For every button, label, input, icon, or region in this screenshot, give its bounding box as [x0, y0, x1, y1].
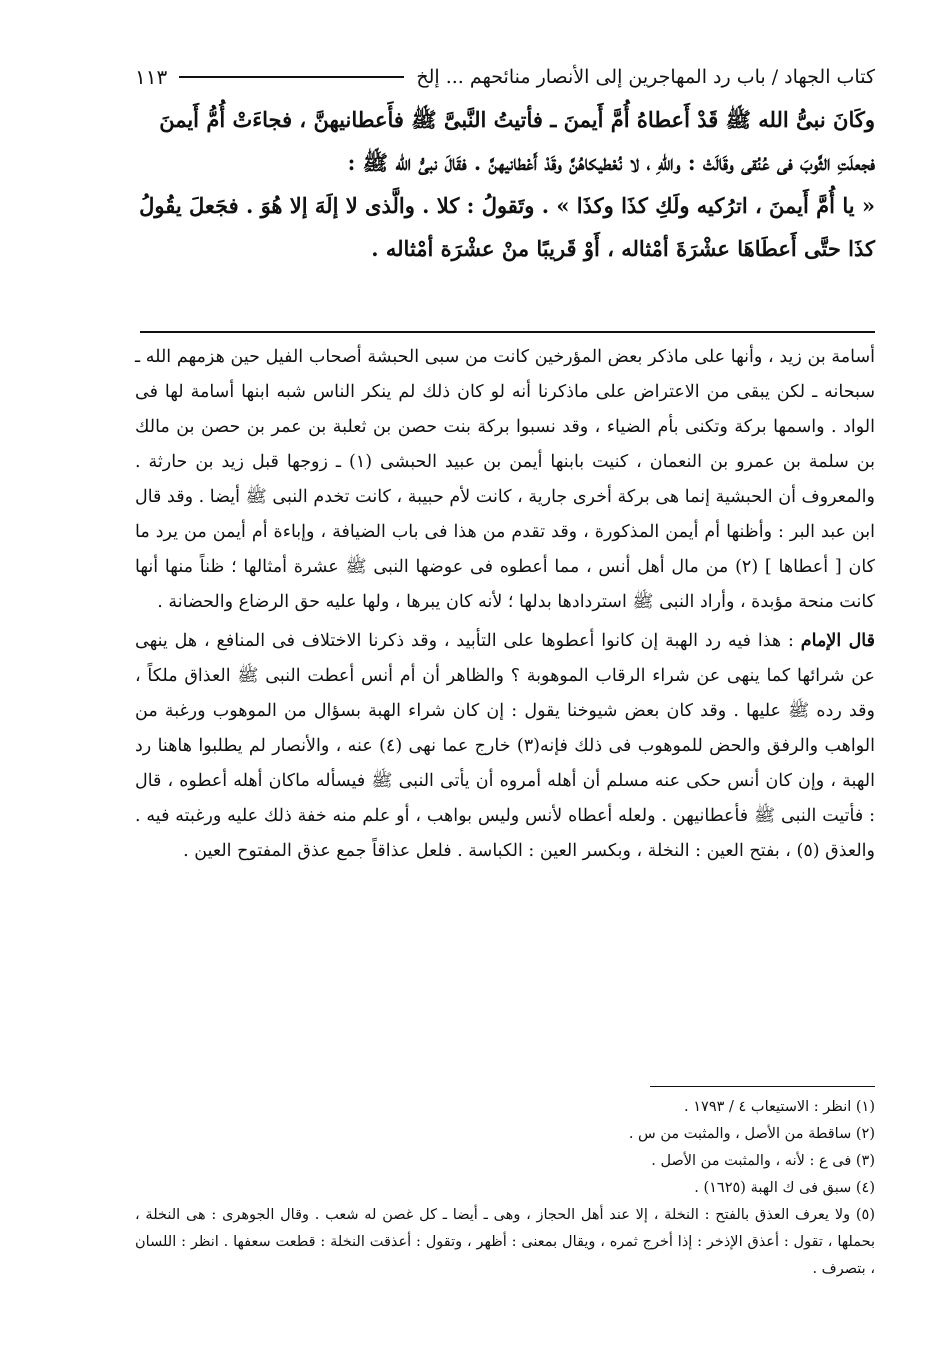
imam-text: : هذا فيه رد الهبة إن كانوا أعطوها على التأبيد ، وقد ذكرنا الاختلاف فى المنافع ، هل ينهى عن شرائها كما ينهى عن شراء الرقاب الموهوبة ؟ والظاهر أن أم أنس أعطت النبى ﷺ العذاق ملكاً ، وقد رده ﷺ عليها . وقد كان بعض شيوخنا يقول : إن كان شراء الهبة بسؤال من الموهوب ورغبة من الواهب والرفق والحض للموهوب فى ذلك فإنه(٣) خارج عما نهى (٤) عنه ، والأنصار لم يطلبوا هاهنا رد الهبة ، وإن كان أنس حكى عنه مسلم أن أهله أمروه أن يأتى النبى ﷺ فيسأله ماكان أهله أعطوه ، قال : فأتيت النبى ﷺ فأعطانيهن . ولعله أعطاه لأنس وليس بواهب ، أو علم منه خفة ذلك عليه ورغبته فيه . والعذق (٥) ، بفتح العين : النخلة ، وبكسر العين : الكباسة . فلعل عذاقاً جمع عذق المفتوح العين .: [135, 631, 875, 861]
footnote: (٤) سبق فى ك الهبة (١٦٢٥) .: [694, 1180, 875, 1196]
header-rule: [179, 76, 404, 78]
commentary-paragraph: أسامة بن زيد ، وأنها على ماذكر بعض المؤرخين كانت من سبى الحبشة أصحاب الفيل حين هزمهم الله ـ سبحانه ـ لكن يبقى من الاعتراض على ماذكرنا أنه لو كان ذلك لم ينكر الناس شبه ابنها أسامة لها فى الواد . واسمها بركة وتكنى بأم الضياء ، وقد نسبوا بركة بنت حصن بن ثعلبة بن عمر بن حصن بن مالك بن سلمة بن عمرو بن النعمان ، كنيت بابنها أيمن بن عبيد الحبشى (١) ـ زوجها قبل زيد بن حارثة . والمعروف أن الحبشية إنما هى بركة أخرى جارية ، كانت لأم حبيبة ، كانت تخدم النبى ﷺ أيضا . وقد قال ابن عبد البر : وأظنها أم أيمن المذكورة ، وقد تقدم من هذا فى باب الضيافة ، وإباءة أم أيمن من يرد ما كان [ أعطاها ] (٢) من مال أهل أنس ، مما أعطوه فى عوضها النبى ﷺ عشرة أمثالها ؛ ظناً منها أنها كانت منحة مؤبدة ، وأراد النبى ﷺ استردادها بدلها ؛ لأنه كان يبرها ، ولها عليه حق الرضاع والحضانة .: [135, 347, 875, 612]
imam-paragraph: [135, 624, 875, 869]
hadith-line: وكَانَ نبىُّ الله ﷺ قَدْ أَعطاهُ أُمَّ أَيمنَ ـ فأتيتُ النَّبىَّ ﷺ فأَعطانيهنَّ ، فجاءَتْ أُمُّ أَيمنَ: [159, 107, 875, 132]
commentary: [135, 340, 875, 873]
chapter-title: كتاب الجهاد / باب رد المهاجرين إلى الأنصار منائحهم ... إلخ: [416, 66, 875, 88]
hadith-line: فجعلَتِ الثَّوبَ فى عُنُقى وقَالَتْ : واللهِ ، لا نُعْطيكاهُنَّ وقَدْ أَعْطانيهنَّ . فقَالَ نبىُّ الله ﷺ :: [347, 150, 875, 175]
page-number: ١١٣: [135, 65, 168, 89]
hadith-line: « يا أُمَّ أَيمنَ ، اترُكيه ولَكِ كذَا وكذَا » . وتَقولُ : كلا . والَّذى لا إلَهَ إلا هُوَ . فجَعلَ يقُولُ: [139, 193, 875, 218]
imam-label: قال الإمام: [800, 631, 875, 651]
footnote: (١) انظر : الاستيعاب ٤ / ١٧٩٣ .: [684, 1099, 875, 1115]
footnote: (٥) ولا يعرف العذق بالفتح : النخلة ، إلا عند أهل الحجاز ، وهى ـ أيضا ـ كل غصن له شعب . وقال الجوهرى : هى النخلة ، بحملها ، تقول : أعذق الإذخر : إذا أخرج ثمره ، ويقال بمعنى : أظهر ، وتقول : أعذقت النخلة : قطعت سعفها . انظر : اللسان ، بتصرف .: [135, 1207, 875, 1277]
footnote-divider: [650, 1086, 875, 1087]
footnote: (٣) فى ع : لأنه ، والمثبت من الأصل .: [651, 1153, 875, 1169]
footnotes: [135, 1094, 875, 1283]
section-divider: [140, 331, 875, 333]
hadith-text: [135, 98, 875, 270]
hadith-line: كذَا حتَّى أَعطَاهَا عشْرَةَ أمْثاله ، أَوْ قَريبًا منْ عشْرَة أمْثاله .: [371, 236, 875, 261]
footnote: (٢) ساقطة من الأصل ، والمثبت من س .: [628, 1126, 875, 1142]
running-header: [135, 62, 875, 92]
